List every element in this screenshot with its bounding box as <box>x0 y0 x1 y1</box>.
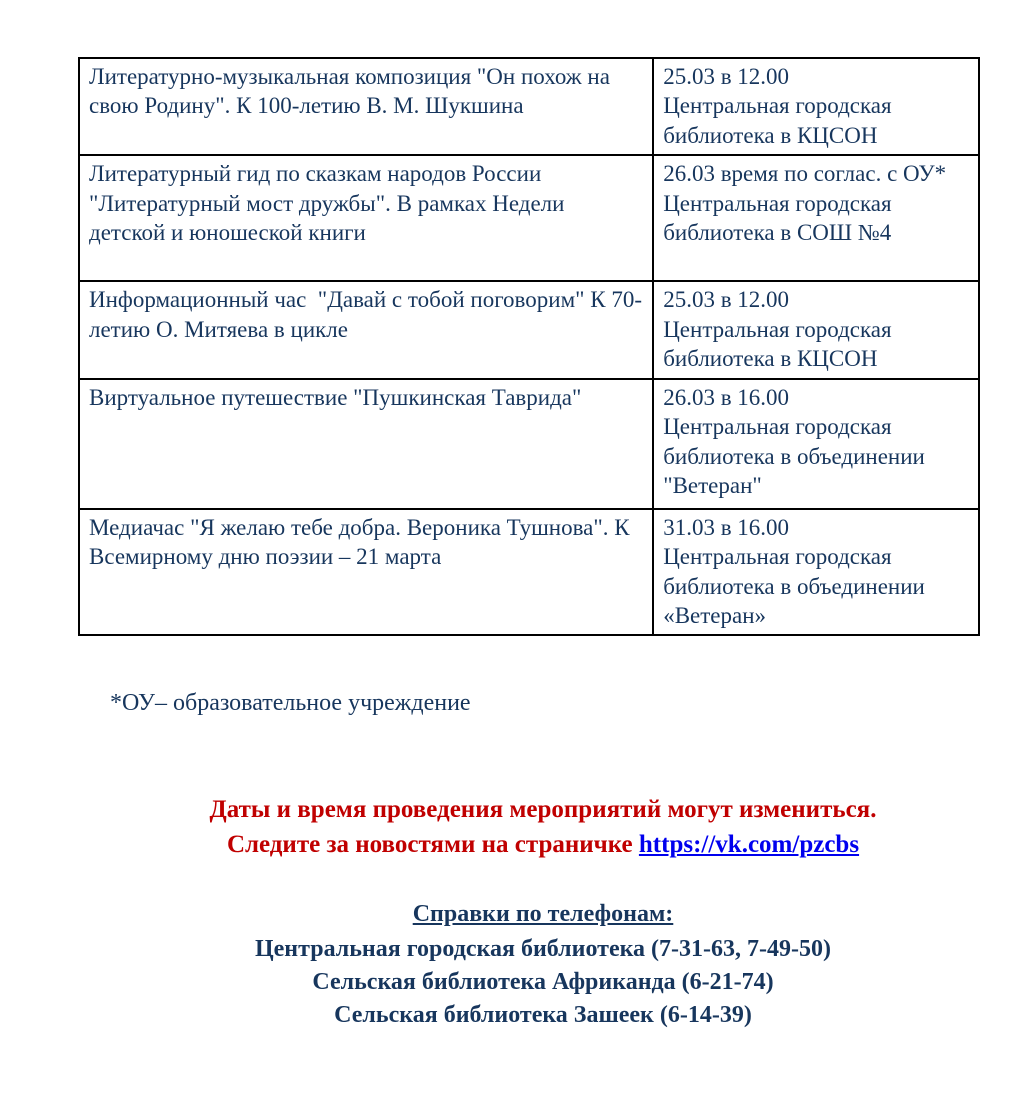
contacts-heading: Справки по телефонам: <box>412 901 674 928</box>
event-title: Виртуальное путешествие "Пушкинская Таврида" <box>89 384 582 410</box>
notice-line-2 <box>68 829 1018 862</box>
event-location: Центральная городская библиотека в СОШ №4 <box>663 190 892 246</box>
event-cell <box>79 58 653 155</box>
schedule-cell <box>653 509 979 636</box>
event-datetime: 26.03 время по соглас. с ОУ* <box>663 161 947 187</box>
table-row <box>79 155 979 281</box>
contacts-block <box>68 899 1018 1031</box>
event-title: Информационный час "Давай с тобой поговорим" К 70-летию О. Митяева в цикле <box>89 287 643 342</box>
schedule-cell <box>653 281 979 378</box>
table-row <box>79 281 979 378</box>
event-title: Медиачас "Я желаю тебе добра. Вероника Тушнова". К Всемирному дню поэзии – 21 марта <box>89 514 636 570</box>
table-row <box>79 379 979 509</box>
event-datetime: 25.03 в 12.00 <box>663 287 790 313</box>
notice-block <box>68 794 1018 861</box>
event-location: Центральная городская библиотека в КЦСОН <box>663 316 892 372</box>
event-location: Центральная городская библиотека в КЦСОН <box>663 93 892 148</box>
event-datetime: 25.03 в 12.00 <box>663 64 790 89</box>
contact-line: Сельская библиотека Зашеек (6-14-39) <box>334 1001 752 1028</box>
event-location: Центральная городская библиотека в объединении «Ветеран» <box>663 544 925 628</box>
contact-line: Сельская библиотека Африканда (6-21-74) <box>312 968 774 995</box>
schedule-cell <box>653 58 979 155</box>
schedule-cell <box>653 379 979 509</box>
event-cell <box>79 379 653 509</box>
vk-link[interactable]: https://vk.com/pzcbs <box>638 830 860 858</box>
event-datetime: 31.03 в 16.00 <box>663 514 790 540</box>
event-location: Центральная городская библиотека в объединении "Ветеран" <box>663 414 925 498</box>
notice-line-2-text: Следите за новостями на страничке <box>226 830 639 858</box>
event-title: Литературный гид по сказкам народов России "Литературный мост дружбы". В рамках Недели детской и юношеской книги <box>89 161 571 246</box>
event-cell <box>79 509 653 636</box>
event-cell <box>79 281 653 378</box>
contact-line: Центральная городская библиотека (7-31-63, 7-49-50) <box>254 935 832 962</box>
event-title: Литературно-музыкальная композиция "Он похож на свою Родину". К 100-летию В. М. Шукшина <box>89 64 616 119</box>
footnote: *ОУ– образовательное учреждение <box>110 690 471 717</box>
schedule-cell <box>653 155 979 281</box>
events-table <box>78 57 980 636</box>
event-datetime: 26.03 в 16.00 <box>663 384 790 410</box>
event-cell <box>79 155 653 281</box>
notice-line-1: Даты и время проведения мероприятий могут измениться. <box>209 796 877 824</box>
table-row <box>79 509 979 636</box>
table-row <box>79 58 979 155</box>
